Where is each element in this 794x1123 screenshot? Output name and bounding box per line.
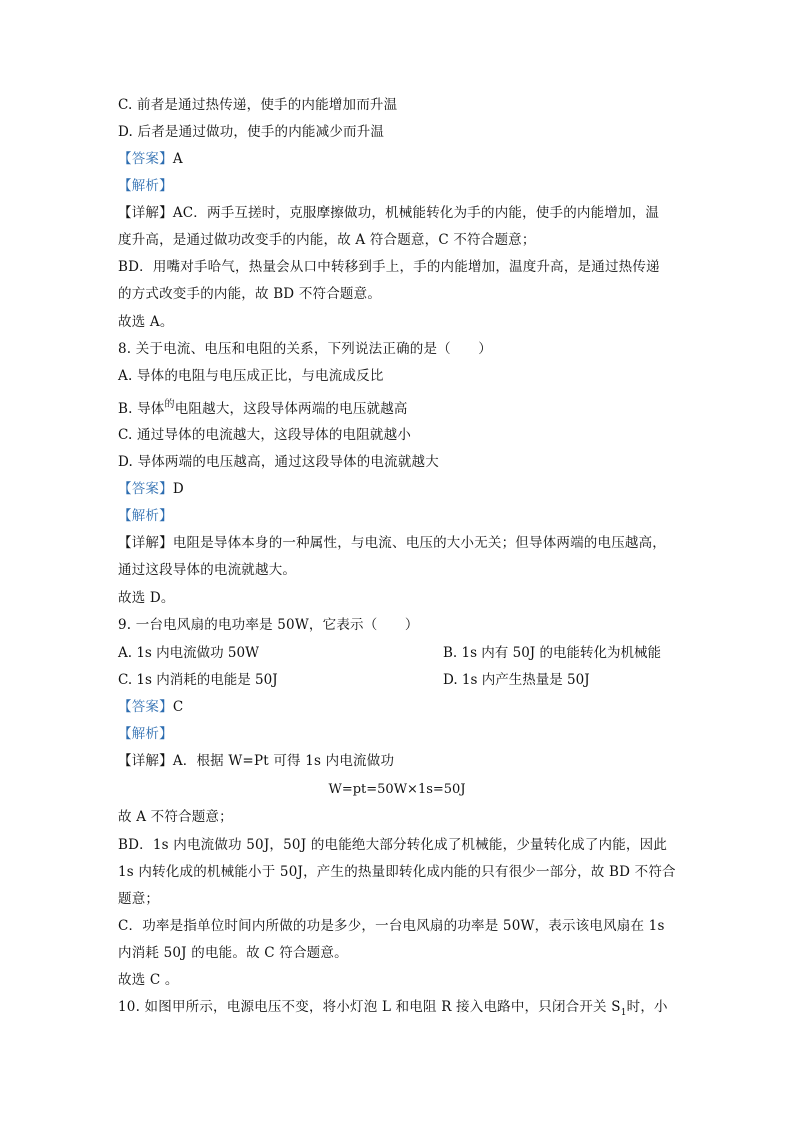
- q9-not-a: 故 A 不符合题意；: [118, 809, 233, 825]
- answer-value: A: [172, 151, 183, 167]
- q8-detail-line-2: 通过这段导体的电流就越大。: [118, 562, 297, 578]
- q7-conclusion: 故选 A。: [118, 314, 174, 330]
- q9-detail-c-2: 内消耗 50J 的电能。故 C 符合题意。: [118, 945, 348, 961]
- answer-tag: 【答案】: [118, 151, 173, 167]
- detail-text: AC．两手互搓时，克服摩擦做功，机械能转化为手的内能，使手的内能增加，温: [172, 205, 660, 221]
- q7-analysis-tag: 【解析】: [118, 178, 173, 194]
- detail-text: A．根据 W=Pt 可得 1s 内电流做功: [172, 753, 395, 769]
- q7-option-c: C. 前者是通过热传递，使手的内能增加而升温: [118, 97, 398, 113]
- q9-detail-a: [118, 752, 394, 770]
- q8-option-d: D. 导体两端的电压越高，通过这段导体的电流就越大: [118, 454, 439, 470]
- q10-stem-tail: 时，小: [626, 999, 668, 1015]
- q9-detail-bd-3: 题意；: [118, 891, 160, 907]
- q8-answer-line: [118, 480, 184, 498]
- q9-detail-bd-1: BD．1s 内电流做功 50J，50J 的电能绝大部分转化成了机械能，少量转化成了内能，因此: [118, 837, 668, 853]
- q9-conclusion: 故选 C 。: [118, 972, 179, 988]
- answer-tag: 【答案】: [118, 699, 173, 715]
- option-b-prefix: B. 导体: [118, 401, 165, 417]
- q8-option-a: A. 导体的电阻与电压成正比，与电流成反比: [118, 368, 384, 384]
- detail-tag: 【详解】: [118, 535, 173, 551]
- q7-answer-line: [118, 150, 183, 168]
- option-b-text: 电阻越大，这段导体两端的电压就越高: [174, 401, 408, 417]
- detail-text: 电阻是导体本身的一种属性，与电流、电压的大小无关；但导体两端的电压越高，: [172, 535, 667, 551]
- answer-value: D: [172, 481, 184, 497]
- q9-option-c: C. 1s 内消耗的电能是 50J: [118, 672, 278, 688]
- q9-detail-bd-2: 1s 内转化成的机械能小于 50J，产生的热量即转化成内能的只有很少一部分，故 BD 不符合: [118, 864, 676, 880]
- q7-detail-line-2: 度升高，是通过做功改变手的内能，故 A 符合题意，C 不符合题意；: [118, 232, 536, 248]
- q8-option-b: [118, 400, 408, 420]
- q9-detail-c-1: C．功率是指单位时间内所做的功是多少，一台电风扇的功率是 50W，表示该电风扇在 1s: [118, 918, 665, 934]
- q9-option-b: B. 1s 内有 50J 的电能转化为机械能: [443, 645, 661, 661]
- q8-conclusion: 故选 D。: [118, 590, 175, 606]
- q8-detail-line-1: [118, 534, 666, 552]
- q9-analysis-tag: 【解析】: [118, 726, 173, 742]
- detail-tag: 【详解】: [118, 753, 173, 769]
- q7-detail-line-1: [118, 204, 659, 222]
- option-b-superscript: 的: [164, 399, 175, 410]
- q9-option-d: D. 1s 内产生热量是 50J: [443, 672, 590, 688]
- q9-answer-line: [118, 698, 183, 716]
- q10-stem-text: 10. 如图甲所示，电源电压不变，将小灯泡 L 和电阻 R 接入电路中，只闭合开关 S: [118, 999, 621, 1015]
- q10-stem: [118, 998, 668, 1018]
- q9-formula: W=pt=50W×1s=50J: [328, 782, 466, 797]
- q8-analysis-tag: 【解析】: [118, 508, 173, 524]
- q8-option-c: C. 通过导体的电流越大，这段导体的电阻就越小: [118, 427, 412, 443]
- answer-value: C: [172, 699, 184, 715]
- q9-stem: 9. 一台电风扇的电功率是 50W，它表示（ ）: [118, 617, 419, 633]
- q7-option-d: D. 后者是通过做功，使手的内能减少而升温: [118, 124, 385, 140]
- q8-stem: 8. 关于电流、电压和电阻的关系，下列说法正确的是（ ）: [118, 341, 492, 357]
- q9-option-a: A. 1s 内电流做功 50W: [118, 645, 259, 661]
- detail-tag: 【详解】: [118, 205, 173, 221]
- q7-detail-line-3: BD．用嘴对手哈气，热量会从口中转移到手上，手的内能增加，温度升高，是通过热传递: [118, 259, 660, 275]
- q7-detail-line-4: 的方式改变手的内能，故 BD 不符合题意。: [118, 286, 382, 302]
- switch-subscript: 1: [620, 1008, 627, 1018]
- answer-tag: 【答案】: [118, 481, 173, 497]
